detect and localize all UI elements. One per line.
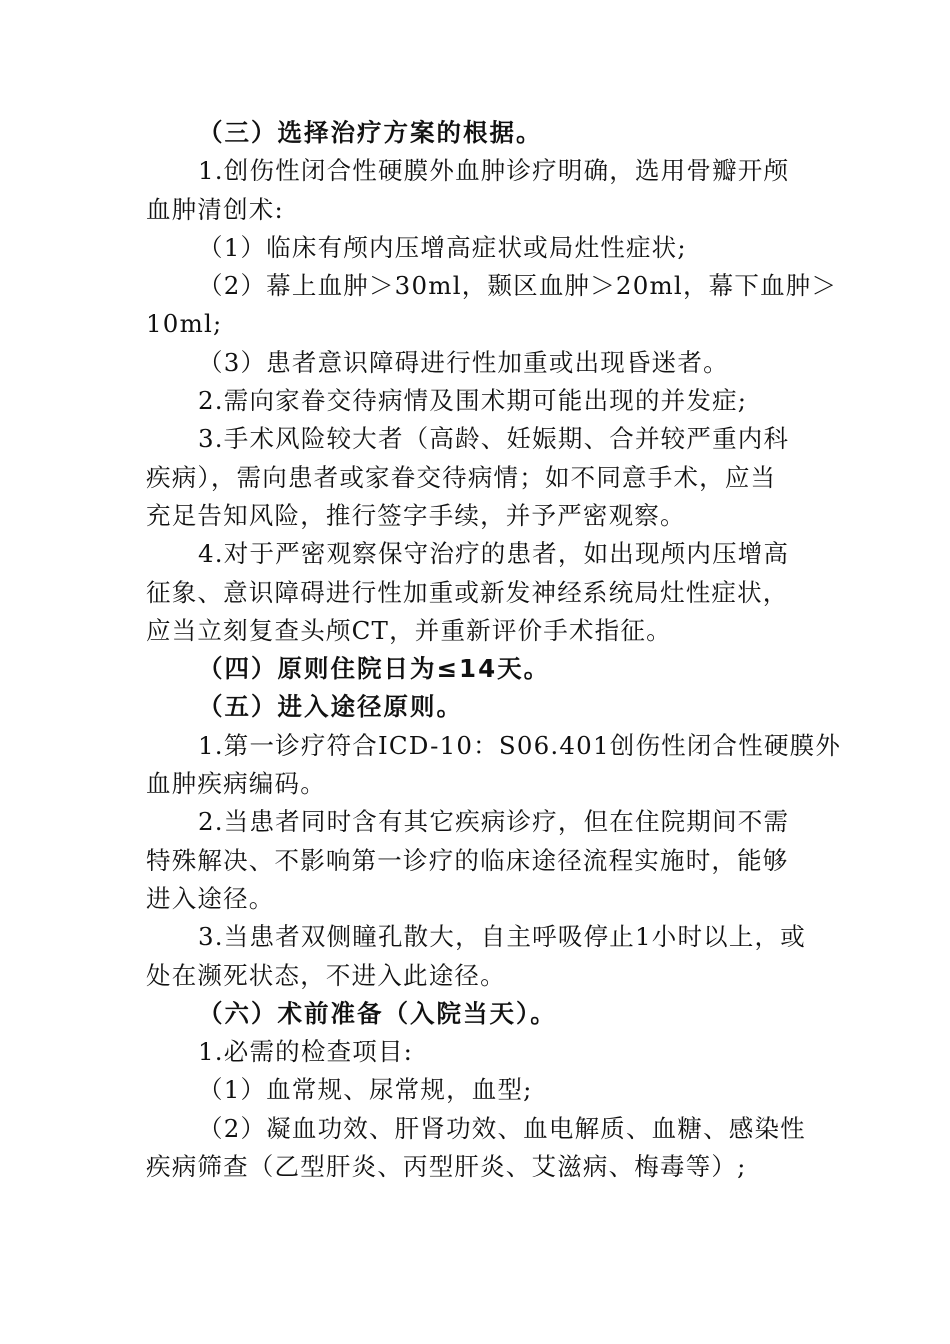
text-line: 疾病筛查（乙型肝炎、丙型肝炎、艾滋病、梅毒等）;: [146, 1152, 747, 1182]
text-line: 1.必需的检查项目:: [198, 1037, 414, 1067]
text-line: 特殊解决、不影响第一诊疗的临床途径流程实施时，能够: [146, 845, 789, 875]
text-line: 疾病），需向患者或家眷交待病情；如不同意手术，应当: [146, 462, 777, 492]
text-line: 血肿清创术:: [146, 194, 284, 224]
text-line: （2）凝血功效、肝肾功效、血电解质、血糖、感染性: [198, 1113, 806, 1143]
text-line: 2.当患者同时含有其它疾病诊疗，但在住院期间不需: [198, 807, 790, 837]
text-line: 10ml;: [146, 309, 223, 339]
text-line: 4.对于严密观察保守治疗的患者，如出现颅内压增高: [198, 539, 790, 569]
text-line: 处在濒死状态，不进入此途径。: [146, 960, 506, 990]
document-body: [146, 114, 842, 1186]
text-line: 1.第一诊疗符合ICD-10：S06.401创伤性闭合性硬膜外: [198, 730, 842, 760]
text-line: （1）血常规、尿常规，血型;: [198, 1075, 533, 1105]
text-line: 1.创伤性闭合性硬膜外血肿诊疗明确，选用骨瓣开颅: [198, 156, 790, 186]
section-heading: （三）选择治疗方案的根据。: [198, 118, 543, 147]
text-line: （1）临床有颅内压增高症状或局灶性症状;: [198, 232, 687, 262]
text-line: 血肿疾病编码。: [146, 769, 326, 799]
text-line: 3.当患者双侧瞳孔散大，自主呼吸停止1小时以上，或: [198, 922, 806, 952]
text-line: （2）幕上血肿＞30ml，颞区血肿＞20ml，幕下血肿＞: [198, 271, 838, 301]
text-line: 充足告知风险，推行签字手续，并予严密观察。: [146, 500, 686, 530]
text-line: （3）患者意识障碍进行性加重或出现昏迷者。: [198, 347, 729, 377]
text-line: 2.需向家眷交待病情及围术期可能出现的并发症;: [198, 386, 748, 416]
text-line: 3.手术风险较大者（高龄、妊娠期、合并较严重内科: [198, 424, 790, 454]
section-heading: （四）原则住院日为≤14天。: [198, 654, 551, 684]
text-line: 征象、意识障碍进行性加重或新发神经系统局灶性症状，: [146, 577, 789, 607]
text-line: 应当立刻复查头颅CT，并重新评价手术指征。: [146, 615, 672, 645]
section-heading: （六）术前准备（入院当天）。: [198, 998, 557, 1028]
section-heading: （五）进入途径原则。: [198, 692, 463, 722]
text-line: 进入途径。: [146, 883, 275, 913]
